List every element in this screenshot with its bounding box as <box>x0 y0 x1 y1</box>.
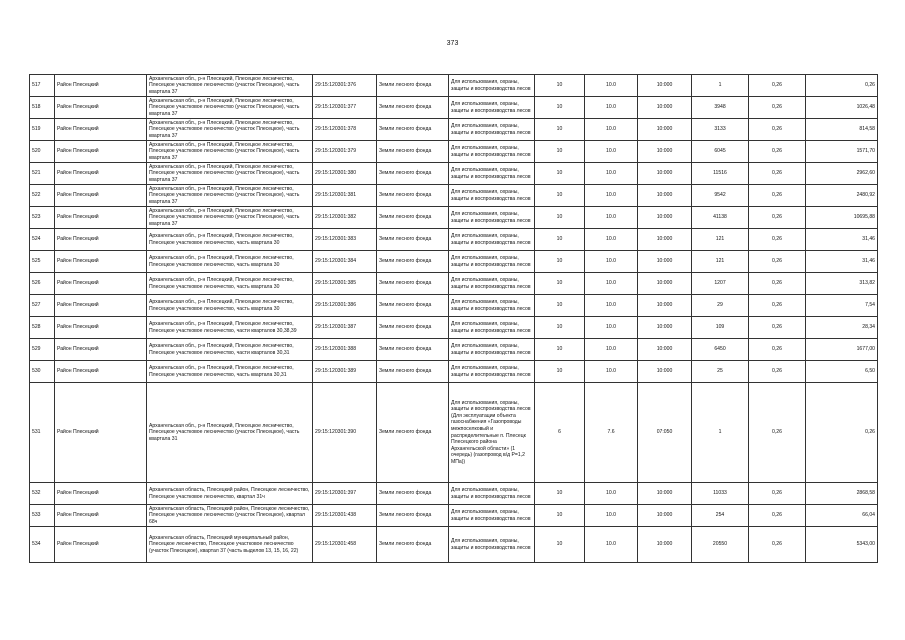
value-cell-1: 6 <box>535 383 585 483</box>
value-cell-3: 10:000 <box>638 119 692 141</box>
value-cell-3: 10:000 <box>638 163 692 185</box>
cadastral-number-cell: 29:15:120301:458 <box>313 527 377 563</box>
value-cell-2: 10.0 <box>585 527 638 563</box>
cadastral-number-cell: 29:15:120301:385 <box>313 273 377 295</box>
value-cell-1: 10 <box>535 295 585 317</box>
rate-cell: 0,26 <box>749 383 806 483</box>
value-cell-2: 10.0 <box>585 75 638 97</box>
table-row <box>30 295 878 317</box>
table-row <box>30 339 878 361</box>
permitted-use-cell: Для использования, охраны, защиты и воспроизводства лесов <box>449 185 535 207</box>
rate-cell: 0,26 <box>749 97 806 119</box>
address-cell: Архангельская обл., р-н Плесецкий, Плесецкое лесничество, Плесецкое участковое лесничество, части кварталов 30,38,39 <box>147 317 313 339</box>
land-category-cell: Земли лесного фонда <box>377 119 449 141</box>
value-cell-2: 10.0 <box>585 361 638 383</box>
sum-cell: 2962,60 <box>806 163 878 185</box>
value-cell-3: 10:000 <box>638 505 692 527</box>
cadastral-number-cell: 29:15:120301:387 <box>313 317 377 339</box>
cadastral-number-cell: 29:15:120301:378 <box>313 119 377 141</box>
row-number-cell: 525 <box>30 251 55 273</box>
rate-cell: 0,26 <box>749 505 806 527</box>
sum-cell: 7,54 <box>806 295 878 317</box>
sum-cell: 1026,48 <box>806 97 878 119</box>
land-category-cell: Земли лесного фонда <box>377 251 449 273</box>
table-row <box>30 207 878 229</box>
district-cell: Район Плесецкий <box>55 361 147 383</box>
land-category-cell: Земли лесного фонда <box>377 185 449 207</box>
value-cell-2: 10.0 <box>585 163 638 185</box>
value-cell-1: 10 <box>535 119 585 141</box>
district-cell: Район Плесецкий <box>55 185 147 207</box>
district-cell: Район Плесецкий <box>55 163 147 185</box>
value-cell-3: 10:000 <box>638 229 692 251</box>
district-cell: Район Плесецкий <box>55 317 147 339</box>
table-row <box>30 317 878 339</box>
address-cell: Архангельская обл., р-н Плесецкий, Плесецкое лесничество, Плесецкое участковое лесничество (участок Плесецкое), часть квартала 37 <box>147 97 313 119</box>
sum-cell: 5343,00 <box>806 527 878 563</box>
value-cell-3: 10:000 <box>638 251 692 273</box>
value-cell-1: 10 <box>535 527 585 563</box>
value-cell-2: 10.0 <box>585 251 638 273</box>
area-cell: 41138 <box>692 207 749 229</box>
sum-cell: 10695,88 <box>806 207 878 229</box>
value-cell-3: 07:050 <box>638 383 692 483</box>
value-cell-3: 10:000 <box>638 295 692 317</box>
land-category-cell: Земли лесного фонда <box>377 339 449 361</box>
address-cell: Архангельская обл., р-н Плесецкий, Плесецкое лесничество, Плесецкое участковое лесничество (участок Плесецкое), часть квартала 37 <box>147 141 313 163</box>
land-category-cell: Земли лесного фонда <box>377 75 449 97</box>
permitted-use-cell: Для использования, охраны, защиты и воспроизводства лесов <box>449 97 535 119</box>
district-cell: Район Плесецкий <box>55 383 147 483</box>
area-cell: 3948 <box>692 97 749 119</box>
sum-cell: 0,26 <box>806 75 878 97</box>
cadastral-number-cell: 29:15:120301:381 <box>313 185 377 207</box>
land-category-cell: Земли лесного фонда <box>377 505 449 527</box>
row-number-cell: 533 <box>30 505 55 527</box>
rate-cell: 0,26 <box>749 527 806 563</box>
rate-cell: 0,26 <box>749 185 806 207</box>
table-row <box>30 163 878 185</box>
value-cell-2: 7.6 <box>585 383 638 483</box>
land-category-cell: Земли лесного фонда <box>377 527 449 563</box>
area-cell: 109 <box>692 317 749 339</box>
permitted-use-cell: Для использования, охраны, защиты и воспроизводства лесов <box>449 361 535 383</box>
value-cell-2: 10.0 <box>585 295 638 317</box>
value-cell-2: 10.0 <box>585 119 638 141</box>
area-cell: 121 <box>692 251 749 273</box>
area-cell: 1207 <box>692 273 749 295</box>
page-number: 373 <box>446 40 459 47</box>
value-cell-3: 10:000 <box>638 483 692 505</box>
value-cell-2: 10.0 <box>585 229 638 251</box>
permitted-use-cell: Для использования, охраны, защиты и воспроизводства лесов <box>449 483 535 505</box>
value-cell-1: 10 <box>535 207 585 229</box>
area-cell: 11516 <box>692 163 749 185</box>
permitted-use-cell: Для использования, охраны, защиты и воспроизводства лесов <box>449 75 535 97</box>
value-cell-3: 10:000 <box>638 185 692 207</box>
area-cell: 3133 <box>692 119 749 141</box>
row-number-cell: 527 <box>30 295 55 317</box>
value-cell-3: 10:000 <box>638 361 692 383</box>
address-cell: Архангельская обл., р-н Плесецкий, Плесецкое лесничество, Плесецкое участковое лесничество (участок Плесецкое), часть квартала 37 <box>147 185 313 207</box>
cadastral-number-cell: 29:15:120301:388 <box>313 339 377 361</box>
value-cell-2: 10.0 <box>585 317 638 339</box>
district-cell: Район Плесецкий <box>55 97 147 119</box>
row-number-cell: 518 <box>30 97 55 119</box>
value-cell-3: 10:000 <box>638 527 692 563</box>
row-number-cell: 521 <box>30 163 55 185</box>
address-cell: Архангельская область, Плесецкий район, Плесецкое лесничество, Плесецкое участковое лесничество, квартал 31ч <box>147 483 313 505</box>
table-row <box>30 273 878 295</box>
value-cell-1: 10 <box>535 361 585 383</box>
table-row <box>30 141 878 163</box>
permitted-use-cell: Для использования, охраны, защиты и воспроизводства лесов <box>449 229 535 251</box>
cadastral-number-cell: 29:15:120301:397 <box>313 483 377 505</box>
value-cell-1: 10 <box>535 97 585 119</box>
district-cell: Район Плесецкий <box>55 119 147 141</box>
value-cell-1: 10 <box>535 251 585 273</box>
row-number-cell: 531 <box>30 383 55 483</box>
table-row <box>30 505 878 527</box>
area-cell: 6045 <box>692 141 749 163</box>
sum-cell: 313,82 <box>806 273 878 295</box>
address-cell: Архангельская обл., р-н Плесецкий, Плесецкое лесничество, Плесецкое участковое лесничество (участок Плесецкое), часть квартала 37 <box>147 163 313 185</box>
row-number-cell: 522 <box>30 185 55 207</box>
permitted-use-cell: Для использования, охраны, защиты и воспроизводства лесов <box>449 251 535 273</box>
address-cell: Архангельская обл., р-н Плесецкий, Плесецкое лесничество, Плесецкое участковое лесничество, часть квартала 30 <box>147 251 313 273</box>
permitted-use-cell: Для использования, охраны, защиты и воспроизводства лесов <box>449 273 535 295</box>
sum-cell: 28,34 <box>806 317 878 339</box>
table-row <box>30 185 878 207</box>
row-number-cell: 523 <box>30 207 55 229</box>
value-cell-3: 10:000 <box>638 339 692 361</box>
cadastral-number-cell: 29:15:120301:379 <box>313 141 377 163</box>
land-category-cell: Земли лесного фонда <box>377 361 449 383</box>
table-row <box>30 251 878 273</box>
district-cell: Район Плесецкий <box>55 229 147 251</box>
area-cell: 1 <box>692 383 749 483</box>
district-cell: Район Плесецкий <box>55 207 147 229</box>
value-cell-2: 10.0 <box>585 483 638 505</box>
rate-cell: 0,26 <box>749 295 806 317</box>
rate-cell: 0,26 <box>749 163 806 185</box>
area-cell: 1 <box>692 75 749 97</box>
rate-cell: 0,26 <box>749 339 806 361</box>
area-cell: 254 <box>692 505 749 527</box>
permitted-use-cell: Для использования, охраны, защиты и воспроизводства лесов <box>449 295 535 317</box>
value-cell-2: 10.0 <box>585 207 638 229</box>
value-cell-2: 10.0 <box>585 141 638 163</box>
row-number-cell: 528 <box>30 317 55 339</box>
rate-cell: 0,26 <box>749 207 806 229</box>
permitted-use-cell: Для использования, охраны, защиты и воспроизводства лесов (Для эксплуатации объекта газоснабжения «Газопроводы межпоселковый и распределительные п. Плесецк Плесецкого района Архангельской области» (1 очередь) (газопровод в/д Р=1,2 МПа)) <box>449 383 535 483</box>
rate-cell: 0,26 <box>749 317 806 339</box>
district-cell: Район Плесецкий <box>55 75 147 97</box>
rate-cell: 0,26 <box>749 229 806 251</box>
value-cell-2: 10.0 <box>585 273 638 295</box>
area-cell: 121 <box>692 229 749 251</box>
land-category-cell: Земли лесного фонда <box>377 163 449 185</box>
land-category-cell: Земли лесного фонда <box>377 295 449 317</box>
district-cell: Район Плесецкий <box>55 295 147 317</box>
value-cell-3: 10:000 <box>638 207 692 229</box>
row-number-cell: 529 <box>30 339 55 361</box>
permitted-use-cell: Для использования, охраны, защиты и воспроизводства лесов <box>449 163 535 185</box>
sum-cell: 31,46 <box>806 251 878 273</box>
value-cell-1: 10 <box>535 163 585 185</box>
address-cell: Архангельская обл., р-н Плесецкий, Плесецкое лесничество, Плесецкое участковое лесничество (участок Плесецкое), часть квартала 37 <box>147 119 313 141</box>
permitted-use-cell: Для использования, охраны, защиты и воспроизводства лесов <box>449 505 535 527</box>
value-cell-1: 10 <box>535 505 585 527</box>
land-category-cell: Земли лесного фонда <box>377 141 449 163</box>
rate-cell: 0,26 <box>749 119 806 141</box>
cadastral-number-cell: 29:15:120301:389 <box>313 361 377 383</box>
row-number-cell: 526 <box>30 273 55 295</box>
table-row <box>30 483 878 505</box>
cadastral-number-cell: 29:15:120301:377 <box>313 97 377 119</box>
cadastral-number-cell: 29:15:120301:376 <box>313 75 377 97</box>
value-cell-2: 10.0 <box>585 505 638 527</box>
table-row <box>30 97 878 119</box>
value-cell-3: 10:000 <box>638 317 692 339</box>
sum-cell: 2480,92 <box>806 185 878 207</box>
cadastral-number-cell: 29:15:120301:380 <box>313 163 377 185</box>
address-cell: Архангельская обл., р-н Плесецкий, Плесецкое лесничество, Плесецкое участковое лесничество, часть квартала 30 <box>147 295 313 317</box>
permitted-use-cell: Для использования, охраны, защиты и воспроизводства лесов <box>449 141 535 163</box>
cadastral-number-cell: 29:15:120301:390 <box>313 383 377 483</box>
cadastral-number-cell: 29:15:120301:382 <box>313 207 377 229</box>
sum-cell: 31,46 <box>806 229 878 251</box>
row-number-cell: 524 <box>30 229 55 251</box>
row-number-cell: 532 <box>30 483 55 505</box>
value-cell-1: 10 <box>535 75 585 97</box>
area-cell: 9542 <box>692 185 749 207</box>
rate-cell: 0,26 <box>749 483 806 505</box>
district-cell: Район Плесецкий <box>55 527 147 563</box>
land-category-cell: Земли лесного фонда <box>377 207 449 229</box>
value-cell-1: 10 <box>535 141 585 163</box>
land-registry-table <box>29 74 878 563</box>
table-row <box>30 75 878 97</box>
district-cell: Район Плесецкий <box>55 251 147 273</box>
permitted-use-cell: Для использования, охраны, защиты и воспроизводства лесов <box>449 317 535 339</box>
value-cell-3: 10:000 <box>638 97 692 119</box>
district-cell: Район Плесецкий <box>55 483 147 505</box>
land-category-cell: Земли лесного фонда <box>377 317 449 339</box>
table-row <box>30 119 878 141</box>
address-cell: Архангельская обл., р-н Плесецкий, Плесецкое лесничество, Плесецкое участковое лесничество (участок Плесецкое), часть квартала 37 <box>147 207 313 229</box>
area-cell: 6450 <box>692 339 749 361</box>
row-number-cell: 519 <box>30 119 55 141</box>
value-cell-3: 10:000 <box>638 273 692 295</box>
sum-cell: 1571,70 <box>806 141 878 163</box>
value-cell-3: 10:000 <box>638 141 692 163</box>
value-cell-2: 10.0 <box>585 339 638 361</box>
table-row <box>30 383 878 483</box>
rate-cell: 0,26 <box>749 361 806 383</box>
sum-cell: 0,26 <box>806 383 878 483</box>
value-cell-1: 10 <box>535 483 585 505</box>
address-cell: Архангельская область, Плесецкий муниципальный район, Плесецкое лесничество, Плесецкое участковое лесничество (участок Плесецкое), квартал 37 (часть выделов 13, 15, 16, 22) <box>147 527 313 563</box>
cadastral-number-cell: 29:15:120301:384 <box>313 251 377 273</box>
permitted-use-cell: Для использования, охраны, защиты и воспроизводства лесов <box>449 339 535 361</box>
rate-cell: 0,26 <box>749 273 806 295</box>
sum-cell: 814,58 <box>806 119 878 141</box>
value-cell-1: 10 <box>535 339 585 361</box>
sum-cell: 2868,58 <box>806 483 878 505</box>
land-category-cell: Земли лесного фонда <box>377 483 449 505</box>
cadastral-number-cell: 29:15:120301:386 <box>313 295 377 317</box>
land-category-cell: Земли лесного фонда <box>377 383 449 483</box>
district-cell: Район Плесецкий <box>55 141 147 163</box>
address-cell: Архангельская обл., р-н Плесецкий, Плесецкое лесничество, Плесецкое участковое лесничество, части кварталов 30,31 <box>147 339 313 361</box>
value-cell-1: 10 <box>535 229 585 251</box>
sum-cell: 1677,00 <box>806 339 878 361</box>
area-cell: 25 <box>692 361 749 383</box>
district-cell: Район Плесецкий <box>55 339 147 361</box>
area-cell: 20550 <box>692 527 749 563</box>
table-row <box>30 361 878 383</box>
address-cell: Архангельская область, Плесецкий район, Плесецкое лесничество, Плесецкое участковое лесничество (участок Плесецкое), квартал 68ч <box>147 505 313 527</box>
value-cell-1: 10 <box>535 185 585 207</box>
row-number-cell: 517 <box>30 75 55 97</box>
address-cell: Архангельская обл., р-н Плесецкий, Плесецкое лесничество, Плесецкое участковое лесничество (участок Плесецкое), часть квартала 31 <box>147 383 313 483</box>
address-cell: Архангельская обл., р-н Плесецкий, Плесецкое лесничество, Плесецкое участковое лесничество, часть квартала 30 <box>147 273 313 295</box>
value-cell-1: 10 <box>535 273 585 295</box>
permitted-use-cell: Для использования, охраны, защиты и воспроизводства лесов <box>449 207 535 229</box>
row-number-cell: 534 <box>30 527 55 563</box>
table-row <box>30 527 878 563</box>
address-cell: Архангельская обл., р-н Плесецкий, Плесецкое лесничество, Плесецкое участковое лесничество, часть квартала 30 <box>147 229 313 251</box>
row-number-cell: 520 <box>30 141 55 163</box>
address-cell: Архангельская обл., р-н Плесецкий, Плесецкое лесничество, Плесецкое участковое лесничество (участок Плесецкое), часть квартала 37 <box>147 75 313 97</box>
row-number-cell: 530 <box>30 361 55 383</box>
value-cell-2: 10.0 <box>585 97 638 119</box>
district-cell: Район Плесецкий <box>55 273 147 295</box>
area-cell: 29 <box>692 295 749 317</box>
cadastral-number-cell: 29:15:120301:438 <box>313 505 377 527</box>
land-category-cell: Земли лесного фонда <box>377 229 449 251</box>
sum-cell: 66,04 <box>806 505 878 527</box>
land-category-cell: Земли лесного фонда <box>377 273 449 295</box>
sum-cell: 6,50 <box>806 361 878 383</box>
table-row <box>30 229 878 251</box>
permitted-use-cell: Для использования, охраны, защиты и воспроизводства лесов <box>449 527 535 563</box>
address-cell: Архангельская обл., р-н Плесецкий, Плесецкое лесничество, Плесецкое участковое лесничество, часть квартала 30,31 <box>147 361 313 383</box>
area-cell: 11033 <box>692 483 749 505</box>
land-category-cell: Земли лесного фонда <box>377 97 449 119</box>
rate-cell: 0,26 <box>749 141 806 163</box>
permitted-use-cell: Для использования, охраны, защиты и воспроизводства лесов <box>449 119 535 141</box>
value-cell-1: 10 <box>535 317 585 339</box>
value-cell-3: 10:000 <box>638 75 692 97</box>
district-cell: Район Плесецкий <box>55 505 147 527</box>
value-cell-2: 10.0 <box>585 185 638 207</box>
cadastral-number-cell: 29:15:120301:383 <box>313 229 377 251</box>
rate-cell: 0,26 <box>749 75 806 97</box>
rate-cell: 0,26 <box>749 251 806 273</box>
